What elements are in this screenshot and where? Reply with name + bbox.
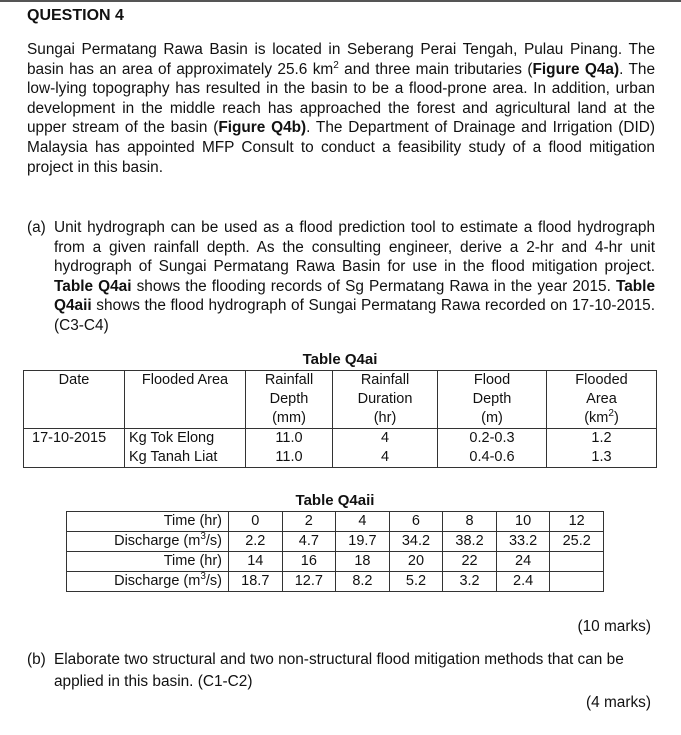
discharge-cell: 34.2	[389, 532, 443, 552]
intro-text-1: Sungai Permatang Rawa Basin is located in Seberang Perai Tengah, Pulau Pinang. The basin has an area of approximately 25.6 km	[27, 41, 655, 78]
part-b-text: Elaborate two structural and two non-structural flood mitigation methods that can be applied in this basin. (C1-C2)	[54, 651, 624, 690]
discharge-cell: 33.2	[496, 532, 550, 552]
table-header-row	[24, 371, 657, 429]
top-rule	[0, 0, 681, 2]
intro-sup: 2	[333, 59, 339, 71]
table-row	[24, 429, 657, 449]
discharge-cell: 2.2	[229, 532, 283, 552]
cell-flood-depth: 0.4-0.6	[438, 448, 547, 468]
discharge-label-unit: /s)	[205, 573, 222, 589]
header-line: )	[613, 410, 619, 426]
figure-ref-b: Figure Q4b)	[218, 119, 307, 137]
part-a-text-1: Unit hydrograph can be used as a flood prediction tool to estimate a flood hydrograph from a given rainfall depth. As the consulting engineer, derive a 2-hr and 4-hr unit hydrograph of Sungai Permatang Rawa Basin for use in the flood mitigation project.	[54, 219, 655, 276]
discharge-label	[67, 572, 229, 592]
time-label: Time (hr)	[67, 512, 229, 532]
time-cell: 6	[389, 512, 443, 532]
table-q4aii-caption: Table Q4aii	[295, 492, 375, 509]
time-cell: 14	[229, 552, 283, 572]
cell-duration: 4	[333, 448, 438, 468]
header-date: Date	[24, 371, 125, 429]
discharge-sup: 3	[200, 571, 206, 583]
discharge-cell: 4.7	[282, 532, 336, 552]
discharge-cell: 38.2	[443, 532, 497, 552]
discharge-cell	[550, 572, 604, 592]
intro-text-4: . The Department of Drainage and Irrigation (DID) Malaysia has appointed MFP Consult to conduct a feasibility study of a flood mitigation project in this basin.	[27, 119, 655, 176]
discharge-cell: 8.2	[336, 572, 390, 592]
cell-flood-depth: 0.2-0.3	[438, 429, 547, 449]
discharge-sup: 3	[200, 531, 206, 543]
header-line: Rainfall	[360, 372, 410, 388]
discharge-cell: 25.2	[550, 532, 604, 552]
table-q4aii	[66, 511, 604, 592]
table-ref-q4aii: Table Q4aii	[54, 277, 656, 315]
time-cell: 18	[336, 552, 390, 572]
table-row	[67, 552, 604, 572]
part-a-text-3: shows the flood hydrograph of Sungai Permatang Rawa recorded on 17-10-2015. (C3-C4)	[54, 297, 655, 334]
header-rainfall-depth	[246, 371, 333, 429]
intro-text-2: and three main tributaries (	[338, 60, 533, 78]
time-cell: 24	[496, 552, 550, 572]
header-flood-depth	[438, 371, 547, 429]
time-cell: 22	[443, 552, 497, 572]
discharge-cell: 3.2	[443, 572, 497, 592]
header-flooded-area-km2	[547, 371, 657, 429]
discharge-cell: 12.7	[282, 572, 336, 592]
part-b-label: (b)	[27, 651, 46, 668]
table-q4ai-caption: Table Q4ai	[302, 351, 378, 368]
discharge-cell: 18.7	[229, 572, 283, 592]
time-cell	[550, 552, 604, 572]
header-line: (hr)	[373, 410, 397, 426]
intro-text-3: . The low-lying topography has resulted in the basin to be a flood-prone area. In addition, urban development in the middle reach has approached the forest and agricultural land at the upper stream of the basin (	[27, 60, 655, 137]
figure-ref-a: Figure Q4a)	[532, 60, 620, 78]
header-line: Depth	[269, 391, 309, 407]
cell-km2: 1.2	[547, 429, 657, 449]
time-cell: 16	[282, 552, 336, 572]
header-line: Rainfall	[264, 372, 314, 388]
table-row	[67, 532, 604, 552]
table-ref-q4ai: Table Q4ai	[54, 277, 132, 295]
header-line: Area	[586, 391, 617, 407]
discharge-cell: 19.7	[336, 532, 390, 552]
discharge-label-text: Discharge (m	[114, 533, 201, 549]
header-line: Duration	[357, 391, 413, 407]
header-rainfall-duration	[333, 371, 438, 429]
part-a-label: (a)	[27, 219, 46, 236]
time-label: Time (hr)	[67, 552, 229, 572]
header-line: Depth	[472, 391, 512, 407]
discharge-cell: 2.4	[496, 572, 550, 592]
time-cell: 2	[282, 512, 336, 532]
table-row	[67, 572, 604, 592]
discharge-label-unit: /s)	[205, 533, 222, 549]
time-cell: 4	[336, 512, 390, 532]
header-line: (m)	[481, 410, 503, 426]
question-title: QUESTION 4	[27, 7, 124, 24]
part-a-text	[54, 218, 655, 336]
header-sup: 2	[608, 408, 614, 420]
part-a-marks: (10 marks)	[577, 618, 651, 635]
part-a-text-2: shows the flooding records of Sg Permatang Rawa in the year 2015.	[131, 277, 616, 295]
cell-km2: 1.3	[547, 448, 657, 468]
discharge-label	[67, 532, 229, 552]
cell-date: 17-10-2015	[24, 429, 125, 468]
cell-duration: 4	[333, 429, 438, 449]
cell-depth: 11.0	[246, 429, 333, 449]
cell-depth: 11.0	[246, 448, 333, 468]
table-q4ai	[23, 370, 657, 468]
header-flooded-area: Flooded Area	[125, 371, 246, 429]
part-a	[27, 218, 655, 336]
discharge-label-text: Discharge (m	[114, 573, 201, 589]
cell-area: Kg Tanah Liat	[125, 448, 246, 468]
table-row	[67, 512, 604, 532]
part-b	[27, 649, 655, 693]
intro-paragraph	[27, 40, 655, 177]
time-cell: 0	[229, 512, 283, 532]
time-cell: 10	[496, 512, 550, 532]
cell-area: Kg Tok Elong	[125, 429, 246, 449]
header-line: (mm)	[272, 410, 306, 426]
part-b-marks: (4 marks)	[586, 694, 651, 711]
header-line: Flooded	[575, 372, 628, 388]
time-cell: 12	[550, 512, 604, 532]
time-cell: 20	[389, 552, 443, 572]
header-line: Flood	[473, 372, 511, 388]
header-line: (km	[584, 410, 609, 426]
discharge-cell: 5.2	[389, 572, 443, 592]
time-cell: 8	[443, 512, 497, 532]
